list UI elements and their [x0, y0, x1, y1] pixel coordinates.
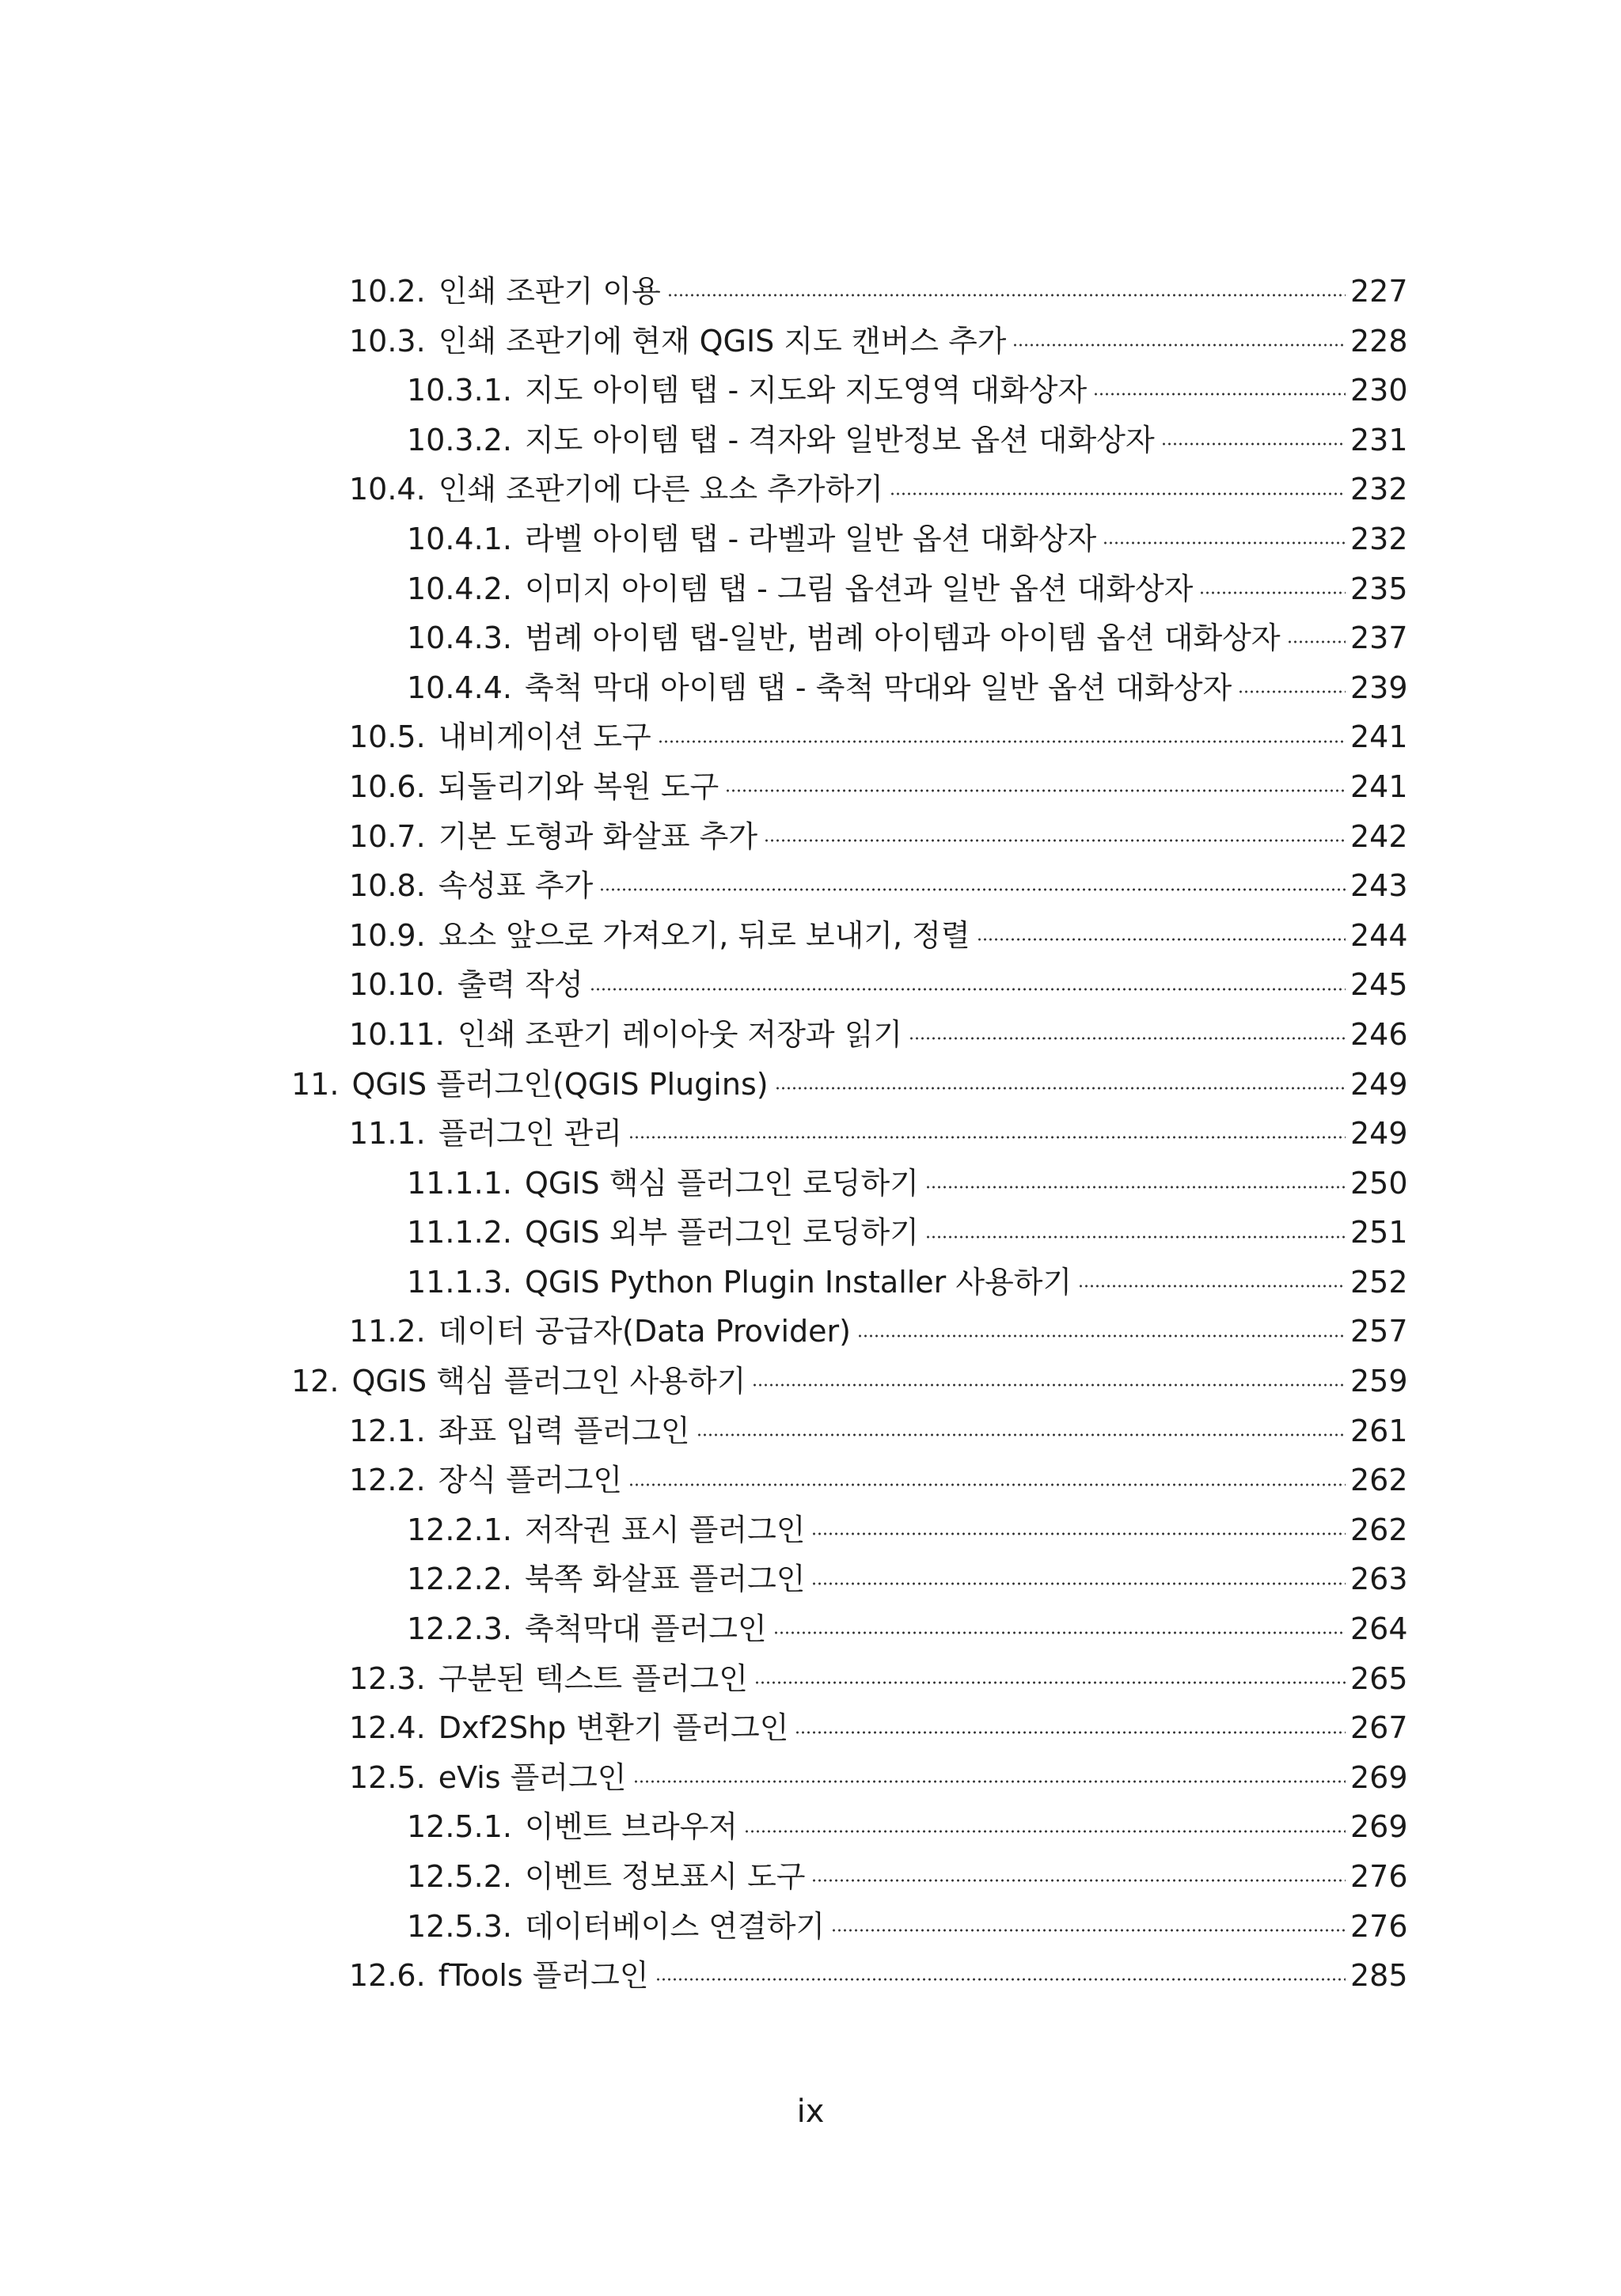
- toc-entry-title: 인쇄 조판기에 다른 요소 추가하기: [438, 472, 883, 507]
- toc-entry-number: 11.1.2.: [407, 1215, 512, 1250]
- dot-leader: [811, 1879, 1346, 1882]
- dot-leader: [697, 1433, 1346, 1436]
- toc-entry-number: 12.1.: [349, 1413, 426, 1448]
- toc-entry-page: 246: [1350, 1016, 1408, 1052]
- toc-entry-page: 244: [1350, 917, 1408, 953]
- dot-leader: [752, 1383, 1346, 1387]
- toc-entry-title: 범례 아이템 탭-일반, 범례 아이템과 아이템 옵션 대화상자: [524, 620, 1281, 656]
- toc-entry-page: 251: [1350, 1215, 1408, 1250]
- toc-entry-number: 12.3.: [349, 1660, 426, 1696]
- dot-leader: [667, 294, 1346, 297]
- toc-entry-title: 이벤트 브라우저: [524, 1809, 738, 1845]
- toc-entry[interactable]: [291, 1060, 1406, 1110]
- toc-entry-page: 252: [1350, 1264, 1408, 1300]
- toc-entry[interactable]: [291, 911, 1406, 961]
- toc-entry-number: 10.3.2.: [407, 422, 512, 457]
- toc-entry-page: 249: [1350, 1066, 1408, 1102]
- toc-entry[interactable]: [291, 564, 1406, 614]
- dot-leader: [811, 1582, 1346, 1585]
- dot-leader: [658, 740, 1346, 743]
- dot-leader: [1078, 1285, 1346, 1288]
- toc-entry-page: 263: [1350, 1562, 1408, 1597]
- dot-leader: [925, 1235, 1346, 1239]
- toc-entry[interactable]: [291, 861, 1406, 911]
- toc-entry-page: 232: [1350, 521, 1408, 556]
- toc-entry-number: 10.7.: [349, 818, 426, 854]
- toc-entry-title: 지도 아이템 탭 - 지도와 지도영역 대화상자: [524, 373, 1088, 408]
- toc-entry-title: 내비게이션 도구: [438, 719, 651, 755]
- toc-entry[interactable]: [291, 1307, 1406, 1357]
- toc-entry-number: 12.5.: [349, 1759, 426, 1795]
- toc-entry-title: eVis 플러그인: [438, 1759, 627, 1795]
- dot-leader: [744, 1830, 1346, 1833]
- toc-entry-title: QGIS 핵심 플러그인 로딩하기: [524, 1165, 919, 1201]
- dot-leader: [795, 1731, 1346, 1734]
- toc-entry-page: 276: [1350, 1908, 1408, 1944]
- dot-leader: [655, 1978, 1346, 1981]
- toc-entry-page: 237: [1350, 620, 1408, 656]
- dot-leader: [977, 938, 1346, 941]
- toc-entry-number: 10.4.1.: [407, 521, 512, 556]
- toc-entry[interactable]: [291, 317, 1406, 366]
- toc-entry-number: 10.4.: [349, 472, 426, 507]
- toc-entry-number: 11.2.: [349, 1314, 426, 1349]
- toc-entry-page: 267: [1350, 1710, 1408, 1746]
- toc-entry-title: 데이터 공급자(Data Provider): [438, 1314, 851, 1349]
- toc-entry-title: 기본 도형과 화살표 추가: [438, 818, 758, 854]
- toc-entry-number: 10.9.: [349, 917, 426, 953]
- dot-leader: [1012, 343, 1346, 347]
- toc-entry-title: 되돌리기와 복원 도구: [438, 768, 719, 804]
- toc-entry[interactable]: [291, 1703, 1406, 1753]
- toc-entry-page: 262: [1350, 1463, 1408, 1498]
- toc-entry-title: 구분된 텍스트 플러그인: [438, 1660, 748, 1696]
- toc-entry-title: QGIS Python Plugin Installer 사용하기: [524, 1264, 1072, 1300]
- toc-entry-page: 269: [1350, 1809, 1408, 1845]
- toc-entry[interactable]: [291, 613, 1406, 663]
- toc-entry-title: 속성표 추가: [438, 868, 594, 904]
- toc-entry[interactable]: [291, 1258, 1406, 1307]
- toc-entry[interactable]: [291, 712, 1406, 762]
- dot-leader: [1093, 393, 1346, 396]
- toc-entry[interactable]: [291, 416, 1406, 465]
- dot-leader: [628, 1136, 1346, 1139]
- toc-entry[interactable]: [291, 1753, 1406, 1803]
- toc-entry[interactable]: [291, 1406, 1406, 1456]
- toc-entry-title: 출력 작성: [457, 967, 583, 1003]
- toc-entry-page: 243: [1350, 868, 1408, 904]
- toc-entry-number: 12.6.: [349, 1958, 426, 1994]
- dot-leader: [590, 988, 1346, 991]
- toc-entry[interactable]: [291, 762, 1406, 812]
- toc-entry-number: 12.2.: [349, 1463, 426, 1498]
- toc-entry-number: 10.3.: [349, 323, 426, 359]
- dot-leader: [909, 1037, 1346, 1040]
- dot-leader: [764, 839, 1346, 842]
- toc-entry-title: 라벨 아이템 탭 - 라벨과 일반 옵션 대화상자: [524, 521, 1097, 556]
- toc-entry-page: 227: [1350, 274, 1408, 309]
- toc-entry[interactable]: [291, 1951, 1406, 2001]
- toc-entry[interactable]: [291, 1505, 1406, 1555]
- toc-entry-page: 241: [1350, 768, 1408, 804]
- toc-entry-title: 인쇄 조판기 레이아웃 저장과 읽기: [457, 1016, 903, 1052]
- toc-entry-page: 232: [1350, 472, 1408, 507]
- toc-entry-title: QGIS 외부 플러그인 로딩하기: [524, 1215, 919, 1250]
- toc-entry-number: 10.8.: [349, 868, 426, 904]
- toc-entry-title: 플러그인 관리: [438, 1116, 623, 1152]
- toc-entry-page: 231: [1350, 422, 1408, 457]
- dot-leader: [831, 1929, 1346, 1932]
- dot-leader: [857, 1334, 1346, 1338]
- dot-leader: [1199, 591, 1346, 594]
- toc-entry-number: 12.: [291, 1364, 340, 1399]
- toc-entry[interactable]: [291, 663, 1406, 713]
- toc-entry-number: 11.1.: [349, 1116, 426, 1152]
- toc-entry-title: 축척 막대 아이템 탭 - 축척 막대와 일반 옵션 대화상자: [524, 670, 1232, 705]
- toc-entry-page: 265: [1350, 1660, 1408, 1696]
- toc-entry-page: 262: [1350, 1512, 1408, 1547]
- toc-entry-page: 264: [1350, 1611, 1408, 1647]
- toc-entry-number: 12.4.: [349, 1710, 426, 1746]
- toc-entry-page: 261: [1350, 1413, 1408, 1448]
- toc-entry-page: 239: [1350, 670, 1408, 705]
- toc-entry[interactable]: [291, 1109, 1406, 1159]
- dot-leader: [599, 888, 1346, 891]
- toc-entry-page: 245: [1350, 967, 1408, 1003]
- toc-entry[interactable]: [291, 1604, 1406, 1654]
- toc-entry-title: 이벤트 정보표시 도구: [524, 1859, 806, 1894]
- toc-entry-page: 242: [1350, 818, 1408, 854]
- toc-entry-page: 257: [1350, 1314, 1408, 1349]
- table-of-contents: [291, 267, 1406, 2001]
- dot-leader: [1103, 541, 1346, 545]
- dot-leader: [725, 789, 1346, 792]
- toc-entry-number: 12.2.2.: [407, 1562, 512, 1597]
- toc-entry-number: 11.1.3.: [407, 1264, 512, 1300]
- toc-entry-title: 저작권 표시 플러그인: [524, 1512, 806, 1547]
- toc-entry-page: 285: [1350, 1958, 1408, 1994]
- dot-leader: [1287, 640, 1346, 643]
- dot-leader: [773, 1631, 1346, 1634]
- dot-leader: [1238, 690, 1346, 693]
- toc-entry-number: 10.4.4.: [407, 670, 512, 705]
- toc-entry-title: fTools 플러그인: [438, 1958, 649, 1994]
- toc-entry-number: 10.4.3.: [407, 620, 512, 656]
- toc-entry-title: 지도 아이템 탭 - 격자와 일반정보 옵션 대화상자: [524, 422, 1155, 457]
- toc-entry-number: 10.2.: [349, 274, 426, 309]
- toc-entry-number: 12.5.1.: [407, 1809, 512, 1845]
- dot-leader: [890, 492, 1346, 495]
- dot-leader: [1161, 442, 1346, 446]
- toc-entry-number: 10.5.: [349, 719, 426, 755]
- toc-entry[interactable]: [291, 1357, 1406, 1406]
- toc-entry-title: 요소 앞으로 가져오기, 뒤로 보내기, 정렬: [438, 917, 970, 953]
- toc-entry-title: QGIS 플러그인(QGIS Plugins): [351, 1066, 769, 1102]
- toc-entry[interactable]: [291, 1010, 1406, 1060]
- dot-leader: [633, 1780, 1346, 1783]
- page-number: ix: [796, 2093, 825, 2130]
- toc-entry-number: 10.11.: [349, 1016, 445, 1052]
- toc-entry[interactable]: [291, 1455, 1406, 1505]
- toc-entry-page: 241: [1350, 719, 1408, 755]
- toc-entry-number: 10.6.: [349, 768, 426, 804]
- toc-entry-number: 12.2.1.: [407, 1512, 512, 1547]
- dot-leader: [628, 1483, 1346, 1486]
- toc-entry-title: Dxf2Shp 변환기 플러그인: [438, 1710, 789, 1746]
- toc-entry[interactable]: [291, 1802, 1406, 1852]
- toc-entry[interactable]: [291, 267, 1406, 317]
- toc-entry-title: 인쇄 조판기에 현재 QGIS 지도 캔버스 추가: [438, 323, 1007, 359]
- toc-entry-page: 269: [1350, 1759, 1408, 1795]
- toc-entry-title: 장식 플러그인: [438, 1463, 623, 1498]
- toc-entry-title: 인쇄 조판기 이용: [438, 274, 661, 309]
- toc-entry-number: 10.3.1.: [407, 373, 512, 408]
- toc-entry[interactable]: [291, 1554, 1406, 1604]
- toc-entry-page: 276: [1350, 1859, 1408, 1894]
- toc-entry[interactable]: [291, 514, 1406, 564]
- dot-leader: [811, 1532, 1346, 1535]
- toc-entry[interactable]: [291, 1208, 1406, 1258]
- toc-entry-number: 12.5.3.: [407, 1908, 512, 1944]
- toc-entry-title: 좌표 입력 플러그인: [438, 1413, 690, 1448]
- toc-entry[interactable]: [291, 465, 1406, 514]
- toc-entry-number: 10.10.: [349, 967, 445, 1003]
- toc-entry-title: 북쪽 화살표 플러그인: [524, 1562, 806, 1597]
- toc-entry-title: 이미지 아이템 탭 - 그림 옵션과 일반 옵션 대화상자: [524, 571, 1194, 606]
- toc-entry[interactable]: [291, 1852, 1406, 1902]
- toc-entry-number: 11.: [291, 1066, 340, 1102]
- toc-entry-title: 축척막대 플러그인: [524, 1611, 767, 1647]
- toc-entry-page: 259: [1350, 1364, 1408, 1399]
- dot-leader: [775, 1087, 1346, 1090]
- toc-entry-title: QGIS 핵심 플러그인 사용하기: [351, 1364, 746, 1399]
- toc-entry[interactable]: [291, 366, 1406, 416]
- toc-entry[interactable]: [291, 1159, 1406, 1209]
- toc-entry[interactable]: [291, 1902, 1406, 1952]
- toc-entry-title: 데이터베이스 연결하기: [524, 1908, 826, 1944]
- toc-entry[interactable]: [291, 960, 1406, 1010]
- toc-entry-number: 12.5.2.: [407, 1859, 512, 1894]
- toc-entry-number: 10.4.2.: [407, 571, 512, 606]
- toc-entry-number: 11.1.1.: [407, 1165, 512, 1201]
- toc-entry[interactable]: [291, 1654, 1406, 1704]
- toc-entry-number: 12.2.3.: [407, 1611, 512, 1647]
- toc-entry-page: 228: [1350, 323, 1408, 359]
- toc-entry-page: 235: [1350, 571, 1408, 606]
- toc-entry-page: 230: [1350, 373, 1408, 408]
- toc-entry-page: 250: [1350, 1165, 1408, 1201]
- toc-entry[interactable]: [291, 812, 1406, 862]
- dot-leader: [754, 1681, 1346, 1684]
- toc-entry-page: 249: [1350, 1116, 1408, 1152]
- dot-leader: [925, 1186, 1346, 1189]
